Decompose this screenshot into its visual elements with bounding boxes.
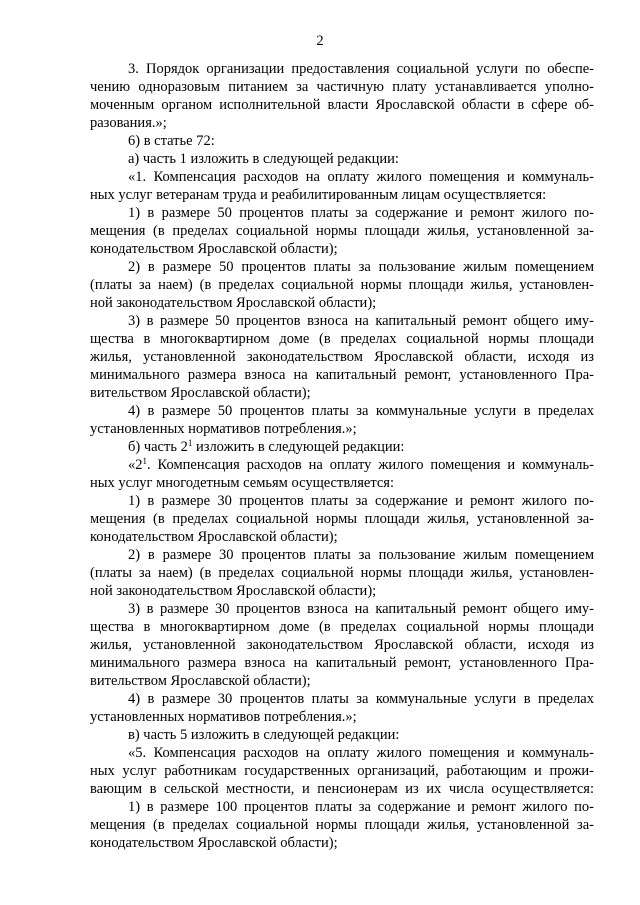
text-line: вительством Ярославской области); xyxy=(90,385,311,401)
text-line: 1) в размере 30 процентов платы за содержание и ремонт жилого по- xyxy=(128,493,594,509)
text-line: жилья, установленной законодательством Ярославской области, исходя из xyxy=(90,637,594,653)
text-line: в) часть 5 изложить в следующей редакции: xyxy=(128,727,400,743)
text-line: 2) в размере 50 процентов платы за пользование жилым помещением xyxy=(128,259,594,275)
text-line: установленных нормативов потребления.»; xyxy=(90,421,357,437)
text-line: вающим в сельской местности, и пенсионерам из их числа осуществляется: xyxy=(90,781,594,797)
text-line: ных услуг многодетным семьям осуществляется: xyxy=(90,475,394,491)
text-line: вительством Ярославской области); xyxy=(90,673,311,689)
text-line xyxy=(90,438,594,456)
text-line: 2) в размере 30 процентов платы за пользование жилым помещением xyxy=(128,547,594,563)
document-body xyxy=(90,60,594,852)
page-number: 2 xyxy=(316,33,324,49)
text-line: ной законодательством Ярославской области); xyxy=(90,295,377,311)
text-line: мещения (в пределах социальной нормы площади жилья, установленной за- xyxy=(90,223,594,239)
text-line: конодательством Ярославской области); xyxy=(90,529,338,545)
text-line: ной законодательством Ярославской области); xyxy=(90,583,377,599)
line-text-tail: . Компенсация расходов на оплату жилого помещения и коммуналь- xyxy=(147,457,594,473)
text-line xyxy=(90,456,594,474)
text-line: 4) в размере 30 процентов платы за коммунальные услуги в пределах xyxy=(128,691,594,707)
text-line: конодательством Ярославской области); xyxy=(90,835,338,851)
text-line: 3) в размере 30 процентов взноса на капитальный ремонт общего иму- xyxy=(128,601,594,617)
superscript: 1 xyxy=(187,438,193,448)
text-line: разования.»; xyxy=(90,115,167,131)
text-line: минимального размера взноса на капитальный ремонт, установленного Пра- xyxy=(90,655,594,671)
text-line: мещения (в пределах социальной нормы площади жилья, установленной за- xyxy=(90,511,594,527)
text-line: 6) в статье 72: xyxy=(128,133,215,149)
text-line: ных услуг ветеранам труда и реабилитированным лицам осуществляется: xyxy=(90,187,547,203)
text-line: минимального размера взноса на капитальный ремонт, установленного Пра- xyxy=(90,367,594,383)
text-line: конодательством Ярославской области); xyxy=(90,241,338,257)
text-line: 4) в размере 50 процентов платы за коммунальные услуги в пределах xyxy=(128,403,594,419)
text-line: 1) в размере 50 процентов платы за содержание и ремонт жилого по- xyxy=(128,205,594,221)
text-line: «5. Компенсация расходов на оплату жилого помещения и коммуналь- xyxy=(128,745,594,761)
text-line: (платы за наем) (в пределах социальной нормы площади жилья, установлен- xyxy=(90,277,594,293)
line-text: б) часть 2 xyxy=(128,439,188,455)
text-line: чению одноразовым питанием за частичную плату устанавливается уполно- xyxy=(90,79,594,95)
superscript: 1 xyxy=(142,456,147,466)
text-line: «1. Компенсация расходов на оплату жилого помещения и коммуналь- xyxy=(128,169,594,185)
text-line: ных услуг работникам государственных организаций, работающим и прожи- xyxy=(90,763,594,779)
text-line: щества в многоквартирном доме (в пределах социальной нормы площади xyxy=(90,619,594,635)
text-line: щества в многоквартирном доме (в пределах социальной нормы площади xyxy=(90,331,594,347)
text-line: установленных нормативов потребления.»; xyxy=(90,709,357,725)
line-text-tail: изложить в следующей редакции: xyxy=(192,439,405,455)
text-line: 1) в размере 100 процентов платы за содержание и ремонт жилого по- xyxy=(128,799,594,815)
text-line: (платы за наем) (в пределах социальной нормы площади жилья, установлен- xyxy=(90,565,594,581)
text-line: моченным органом исполнительной власти Ярославской области в сфере об- xyxy=(90,97,594,113)
text-line: а) часть 1 изложить в следующей редакции: xyxy=(128,151,399,167)
text-line: мещения (в пределах социальной нормы площади жилья, установленной за- xyxy=(90,817,594,833)
text-line: жилья, установленной законодательством Ярославской области, исходя из xyxy=(90,349,594,365)
text-line: 3. Порядок организации предоставления социальной услуги по обеспе- xyxy=(128,61,594,77)
text-line: 3) в размере 50 процентов взноса на капитальный ремонт общего иму- xyxy=(128,313,594,329)
line-text: «2 xyxy=(128,457,143,473)
